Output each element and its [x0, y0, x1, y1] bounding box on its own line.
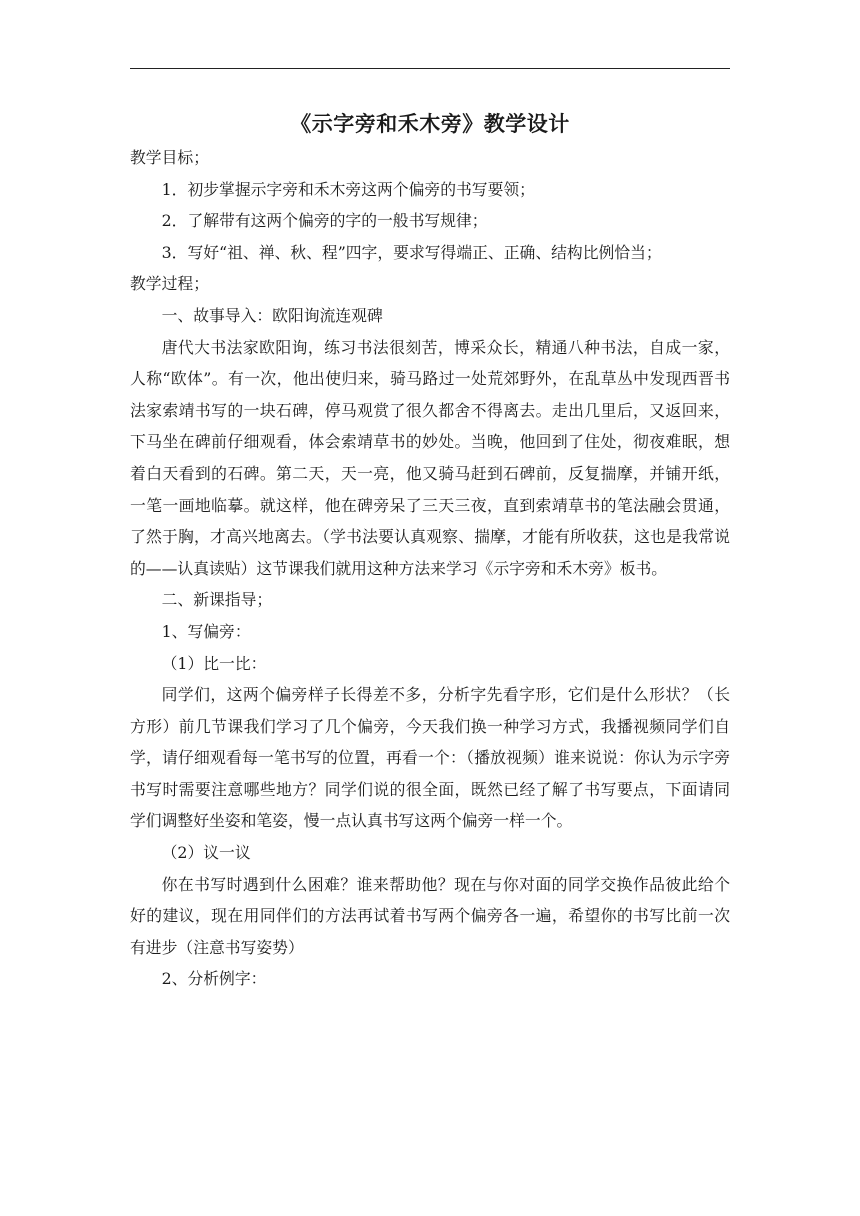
sub-heading-discuss: （2）议一议	[161, 843, 251, 863]
sub-heading-examples: 2、分析例字：	[161, 969, 267, 989]
step-heading-new-lesson: 二、新课指导；	[161, 590, 273, 610]
document-body	[130, 106, 730, 995]
document-title: 《示字旁和禾木旁》教学设计	[290, 112, 570, 136]
compare-paragraph: 同学们，这两个偏旁样子长得差不多，分析字先看字形，它们是什么形状？（长方形）前几节课我们学习了几个偏旁，今天我们换一种学习方式，我播视频同学们自学，请仔细观看每一笔书写的位置，再看一个：（播放视频）谁来说说：你认为示字旁书写时需要注意哪些地方？同学们说的很全面，既然已经了解了书写要点，下面请同学们调整好坐姿和笔姿，慢一点认真书写这两个偏旁一样一个。	[130, 685, 730, 831]
header-rule	[130, 68, 730, 69]
section-heading-process: 教学过程；	[130, 274, 209, 294]
goal-item-2: 2．了解带有这两个偏旁的字的一般书写规律；	[161, 211, 488, 231]
sub-heading-radicals: 1、写偏旁：	[161, 621, 251, 641]
goal-item-3: 3．写好“祖、禅、秋、程”四字，要求写得端正、正确、结构比例恰当；	[161, 242, 662, 262]
section-heading-goals: 教学目标；	[130, 148, 209, 167]
step-heading-story: 一、故事导入：欧阳询流连观碑	[161, 305, 383, 325]
goal-item-1: 1．初步掌握示字旁和禾木旁这两个偏旁的书写要领；	[161, 179, 535, 199]
discuss-paragraph: 你在书写时遇到什么困难？谁来帮助他？现在与你对面的同学交换作品彼此给个好的建议，现在用同伴们的方法再试着书写两个偏旁各一遍，希望你的书写比前一次有进步（注意书写姿势）	[130, 874, 730, 957]
sub-heading-compare: （1）比一比：	[161, 653, 267, 673]
story-paragraph: 唐代大书法家欧阳询，练习书法很刻苦，博采众长，精通八种书法，自成一家，人称“欧体”。有一次，他出使归来，骑马路过一处荒郊野外，在乱草丛中发现西晋书法家索靖书写的一块石碑，停马观赏了很久都舍不得离去。走出几里后，又返回来，下马坐在碑前仔细观看，体会索靖草书的妙处。当晚，他回到了住处，彻夜难眠，想着白天看到的石碑。第二天，天一亮，他又骑马赶到石碑前，反复揣摩，并铺开纸，一笔一画地临摹。就这样，他在碑旁呆了三天三夜，直到索靖草书的笔法融会贯通，了然于胸，才高兴地离去。（学书法要认真观察、揣摩，才能有所收获，这也是我常说的——认真读贴）这节课我们就用这种方法来学习《示字旁和禾木旁》板书。	[130, 337, 730, 578]
